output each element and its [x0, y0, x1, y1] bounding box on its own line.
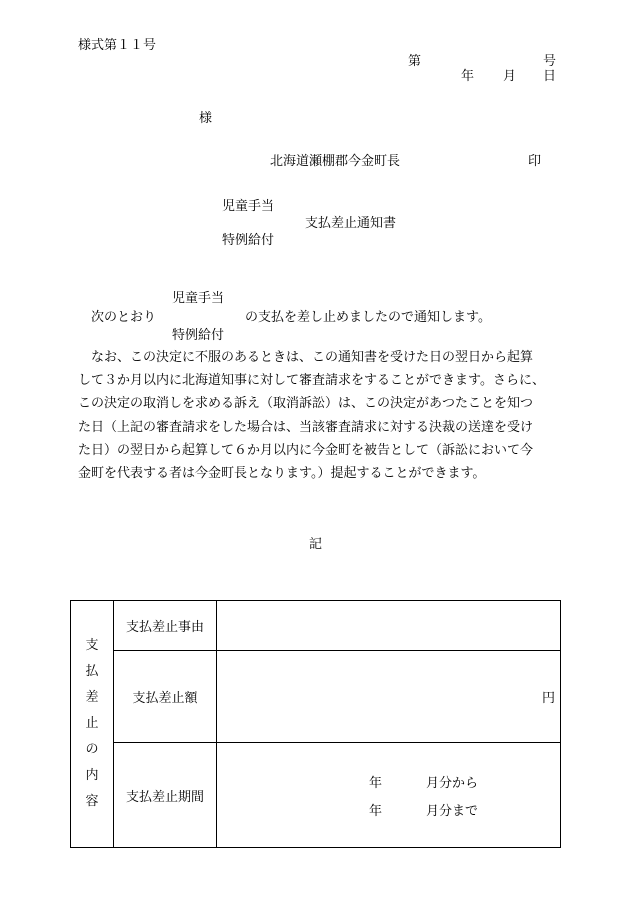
doc-number-prefix: 第 — [408, 54, 422, 69]
date-year: 年 — [461, 69, 475, 84]
yen-unit: 円 — [541, 691, 555, 706]
paragraph-line: 金町を代表する者は今金町長となります。）提起することができます。 — [78, 466, 486, 482]
amount-label: 支払差止額 — [114, 651, 217, 743]
notice-top: 児童手当 — [172, 291, 225, 306]
period-label: 支払差止期間 — [114, 743, 217, 848]
paragraph-line: た日（上記の審査請求をした場合は、当該審査請求に対する決裁の送達を受け — [78, 419, 534, 435]
date-day: 日 — [543, 69, 557, 84]
side-header — [71, 601, 114, 848]
notice-suffix: の支払を差し止めましたので通知します。 — [245, 310, 491, 325]
period-value — [217, 743, 561, 848]
side-header-char: 払 — [85, 664, 99, 679]
detail-table — [70, 600, 561, 848]
title-main: 支払差止通知書 — [305, 216, 397, 231]
period-from-year: 年 — [369, 776, 383, 791]
side-header-char: 容 — [85, 794, 99, 809]
side-header-char: 内 — [85, 768, 99, 783]
appeal-paragraph — [78, 346, 568, 485]
ki-heading: 記 — [309, 537, 323, 552]
period-to-year: 年 — [369, 804, 383, 819]
period-to-month: 月分まで — [426, 804, 479, 819]
title-line-1: 児童手当 — [222, 199, 275, 214]
recipient-honorific: 様 — [199, 111, 213, 126]
side-header-char: 支 — [85, 638, 99, 653]
paragraph-line: た日）の翌日から起算して６か月以内に今金町を被告として（訴訟において今 — [78, 442, 534, 458]
form-number: 様式第１１号 — [78, 38, 157, 53]
period-from-month: 月分から — [426, 776, 479, 791]
issuer-name: 北海道瀬棚郡今金町長 — [270, 154, 401, 169]
date-month: 月 — [503, 69, 517, 84]
amount-value — [217, 651, 561, 743]
side-header-char: 差 — [85, 690, 99, 705]
seal-mark: 印 — [528, 154, 542, 169]
title-line-3: 特例給付 — [222, 233, 275, 248]
reason-label: 支払差止事由 — [114, 601, 217, 651]
notice-bottom: 特例給付 — [172, 328, 225, 343]
doc-number-suffix: 号 — [543, 54, 557, 69]
paragraph-line: して３か月以内に北海道知事に対して審査請求をすることができます。さらに、 — [78, 373, 545, 389]
notice-prefix: 次のとおり — [91, 310, 157, 325]
paragraph-line: この決定の取消しを求める訴え（取消訴訟）は、この決定があつたことを知つ — [78, 396, 534, 412]
paragraph-line: なお、この決定に不服のあるときは、この通知書を受けた日の翌日から起算 — [78, 350, 534, 365]
reason-value — [217, 601, 561, 651]
side-header-char: 止 — [85, 716, 99, 731]
side-header-char: の — [85, 742, 99, 757]
